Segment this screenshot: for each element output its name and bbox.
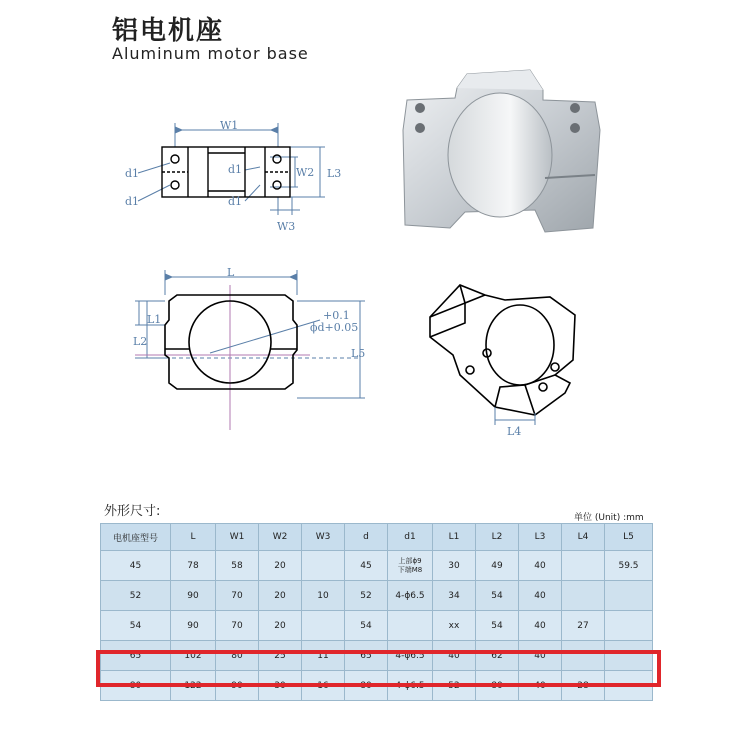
table-cell: 102 (171, 641, 216, 671)
table-cell (562, 551, 605, 581)
table-cell: 25 (259, 641, 302, 671)
table-cell: 80 (216, 641, 259, 671)
table-cell: 54 (345, 611, 388, 641)
table-cell (605, 581, 653, 611)
col-header: L2 (476, 524, 519, 551)
col-header: W1 (216, 524, 259, 551)
table-cell: 4-ϕ6.5 (388, 581, 433, 611)
table-title: 外形尺寸: (104, 504, 161, 519)
title-chinese: 铝电机座 (112, 16, 225, 46)
table-cell: 59.5 (605, 551, 653, 581)
table-cell: 45 (345, 551, 388, 581)
highlight-box (96, 650, 661, 687)
col-header: L1 (433, 524, 476, 551)
col-header: W2 (259, 524, 302, 551)
table-cell: 70 (216, 611, 259, 641)
unit-label: 单位 (Unit) :mm (574, 513, 644, 523)
table-cell: 65 (345, 641, 388, 671)
dim-w3-label: W3 (277, 220, 296, 233)
table-cell: 80 (101, 671, 171, 701)
table-row (101, 551, 653, 581)
dim-l-label: L (227, 266, 235, 279)
table-cell: 70 (216, 581, 259, 611)
table-cell: 20 (259, 551, 302, 581)
dim-l3-label: L3 (327, 167, 342, 180)
table-cell: 40 (519, 641, 562, 671)
table-cell (302, 551, 345, 581)
aluminum-base-photo (395, 60, 610, 240)
table-cell: 4-ϕ6.5 (388, 671, 433, 701)
dim-d1-label-b: d1 (125, 195, 140, 208)
table-cell: 58 (216, 551, 259, 581)
table-cell: 30 (433, 551, 476, 581)
table-cell: 78 (171, 551, 216, 581)
table-cell: 34 (433, 581, 476, 611)
table-cell: 20 (259, 581, 302, 611)
col-header: L4 (562, 524, 605, 551)
table-cell: 40 (519, 611, 562, 641)
top-view-drawing (120, 115, 350, 235)
dim-l5-label: L5 (351, 347, 366, 360)
dim-tol-d: ϕd+0.05 (310, 321, 359, 334)
table-cell: 10 (302, 581, 345, 611)
table-cell (388, 611, 433, 641)
col-header: d1 (388, 524, 433, 551)
col-header: L3 (519, 524, 562, 551)
dim-tol-plus: +0.1 (323, 309, 350, 322)
col-header: W3 (302, 524, 345, 551)
table-cell: 40 (519, 581, 562, 611)
table-cell: xx (433, 611, 476, 641)
table-row (101, 611, 653, 641)
table-cell: 20 (259, 611, 302, 641)
table-cell: 49 (476, 551, 519, 581)
table-cell: 90 (216, 671, 259, 701)
table-cell (605, 611, 653, 641)
title-english: Aluminum motor base (112, 44, 309, 63)
table-cell: 28 (562, 671, 605, 701)
table-cell: 52 (345, 581, 388, 611)
table-header-row (101, 524, 653, 551)
table-cell: 52 (433, 671, 476, 701)
table-cell: 65 (101, 641, 171, 671)
table-cell (562, 581, 605, 611)
table-cell: 80 (476, 671, 519, 701)
front-view-drawing (125, 265, 375, 435)
table-cell: 54 (101, 611, 171, 641)
col-header: 电机座型号 (101, 524, 171, 551)
dim-w2-label: W2 (296, 166, 315, 179)
table-cell: 90 (171, 611, 216, 641)
table-cell: 40 (433, 641, 476, 671)
table-cell: 40 (519, 671, 562, 701)
table-row (101, 581, 653, 611)
table-cell: 16 (302, 671, 345, 701)
table-cell: 54 (476, 611, 519, 641)
table-cell: 27 (562, 611, 605, 641)
table-cell: 52 (101, 581, 171, 611)
dim-l4-label: L4 (507, 425, 522, 438)
table-cell: 90 (171, 581, 216, 611)
dim-l1-label: L1 (147, 313, 162, 326)
table-cell: 11 (302, 641, 345, 671)
dim-w1-label: W1 (220, 119, 239, 132)
table-cell: 54 (476, 581, 519, 611)
table-cell: 4-ϕ6.5 (388, 641, 433, 671)
col-header: d (345, 524, 388, 551)
table-cell: 40 (519, 551, 562, 581)
table-cell: 80 (345, 671, 388, 701)
table-cell: 45 (101, 551, 171, 581)
table-cell: 122 (171, 671, 216, 701)
col-header: L5 (605, 524, 653, 551)
table-cell (302, 611, 345, 641)
dim-d1-label-c: d1 (228, 163, 243, 176)
table-cell: 30 (259, 671, 302, 701)
table-cell: 62 (476, 641, 519, 671)
isometric-drawing (425, 275, 595, 440)
table-cell: 上部ϕ9 下端M8 (388, 551, 433, 581)
dim-d1-label-d: d1 (228, 195, 243, 208)
col-header: L (171, 524, 216, 551)
dim-d1-label-a: d1 (125, 167, 140, 180)
dim-l2-label: L2 (133, 335, 148, 348)
